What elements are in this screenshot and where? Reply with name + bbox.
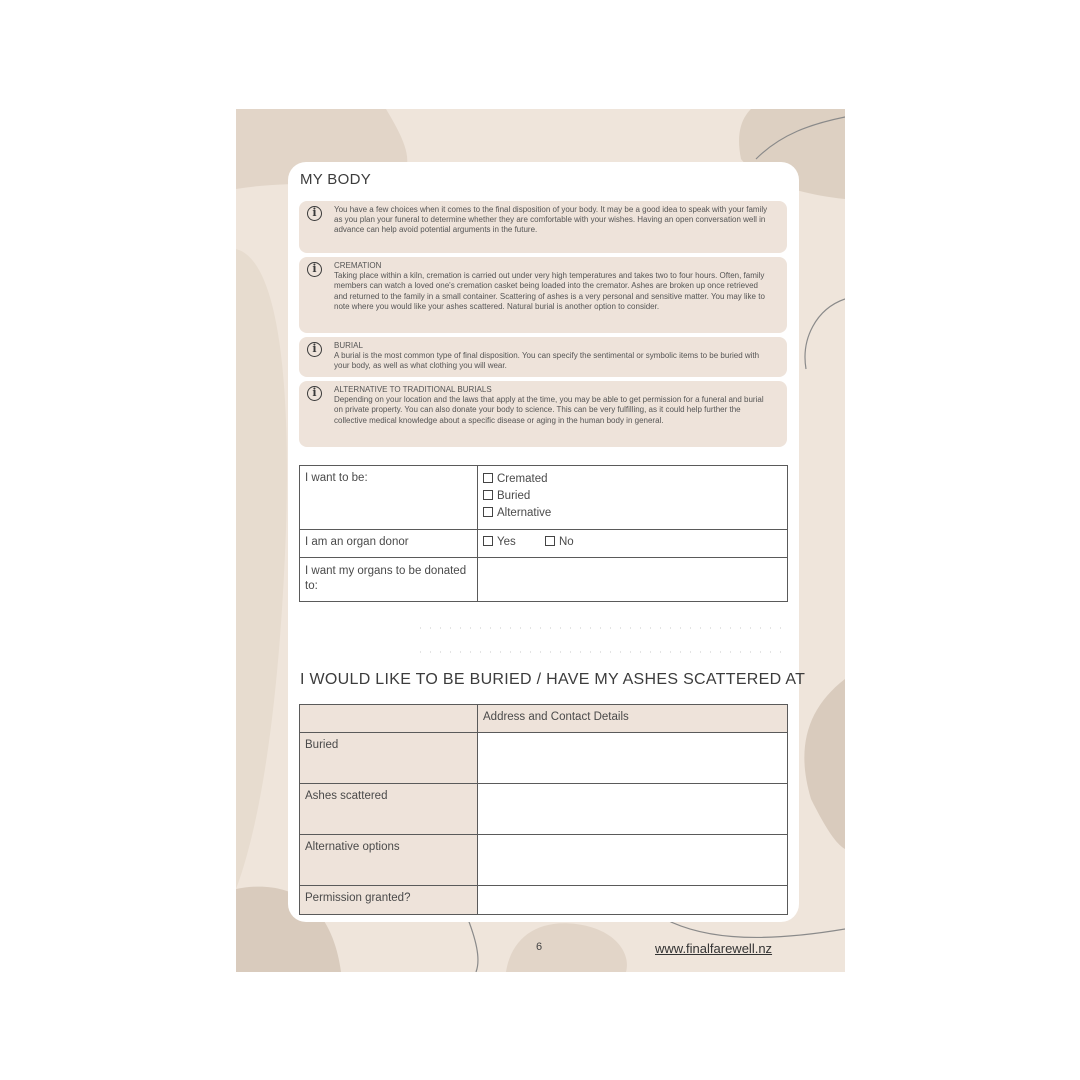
option-label: Cremated xyxy=(497,473,548,485)
disposition-table xyxy=(299,465,788,602)
option-cremated[interactable] xyxy=(483,471,782,488)
page-number: 6 xyxy=(536,941,543,953)
option-alternative[interactable] xyxy=(483,505,782,522)
option-no[interactable] xyxy=(545,536,574,548)
option-label: No xyxy=(558,536,574,548)
table-row xyxy=(300,466,788,530)
option-label: Buried xyxy=(497,490,531,502)
info-box-cremation xyxy=(299,257,787,333)
donor-options-cell xyxy=(478,530,788,558)
info-text: A burial is the most common type of final disposition. You can specify the sentimental or symbolic items to be buried with your body, as well as what clothing you will wear. xyxy=(334,351,760,371)
donor-label: I am an organ donor xyxy=(300,530,478,558)
header-address: Address and Contact Details xyxy=(478,705,788,733)
option-label: Yes xyxy=(497,536,516,548)
want-options-cell xyxy=(478,466,788,530)
header-empty-cell xyxy=(300,705,478,733)
info-heading: CREMATION xyxy=(334,261,382,270)
table-row xyxy=(300,886,788,915)
info-text: Depending on your location and the laws that apply at the time, you may be able to get permission for a funeral and burial on private property. You can also donate your body to science. This can be very fulfilling, as it could help further the collective medical knowledge about a specific disease or aging in the human body in general. xyxy=(334,395,764,425)
info-box-alternative xyxy=(299,381,787,447)
info-box-intro xyxy=(299,201,787,253)
info-box-burial xyxy=(299,337,787,377)
info-heading: BURIAL xyxy=(334,341,363,350)
checkbox[interactable] xyxy=(483,490,493,500)
option-buried[interactable] xyxy=(483,488,782,505)
website-link[interactable]: www.finalfarewell.nz xyxy=(655,941,773,956)
checkbox[interactable] xyxy=(483,473,493,483)
row-label-permission: Permission granted? xyxy=(300,886,478,915)
input-cell-alternative[interactable] xyxy=(478,835,788,886)
info-icon: i xyxy=(307,386,322,401)
input-cell-ashes[interactable] xyxy=(478,784,788,835)
input-cell-buried[interactable] xyxy=(478,733,788,784)
table-row xyxy=(300,558,788,602)
table-row xyxy=(300,835,788,886)
input-cell-permission[interactable] xyxy=(478,886,788,915)
organs-input-cell[interactable] xyxy=(478,558,788,602)
table-row xyxy=(300,784,788,835)
row-label-alternative: Alternative options xyxy=(300,835,478,886)
checkbox[interactable] xyxy=(483,507,493,517)
row-label-ashes: Ashes scattered xyxy=(300,784,478,835)
info-icon: i xyxy=(307,206,322,221)
info-icon: i xyxy=(307,262,322,277)
want-label: I want to be: xyxy=(300,466,478,530)
table-header-row xyxy=(300,705,788,733)
checkbox[interactable] xyxy=(483,536,493,546)
organs-label: I want my organs to be donated to: xyxy=(300,558,478,602)
table-row xyxy=(300,530,788,558)
option-label: Alternative xyxy=(497,507,552,519)
checkbox[interactable] xyxy=(545,536,555,546)
info-icon: i xyxy=(307,342,322,357)
info-text: Taking place within a kiln, cremation is carried out under very high temperatures and takes two to four hours. Often, family members can watch a loved one's cremation casket being loaded into the cremator. Ashes are broken up once retrieved and returned to the family in a small container. Scattering of ashes is a very personal and sensitive matter. You may like to note where you would like your ashes scattered. Natural burial is another option to consider. xyxy=(334,271,765,311)
info-text: You have a few choices when it comes to the final disposition of your body. It may be a good idea to speak with your family as you plan your funeral to determine whether they are comfortable with your wishes. Having an open conversation well in advance can help avoid potential arguments in the future. xyxy=(334,205,768,235)
section-title: MY BODY xyxy=(300,171,372,188)
row-label-buried: Buried xyxy=(300,733,478,784)
table-row xyxy=(300,733,788,784)
option-yes[interactable] xyxy=(483,536,516,548)
section2-title: I WOULD LIKE TO BE BURIED / HAVE MY ASHES SCATTERED AT xyxy=(300,671,806,688)
info-heading: ALTERNATIVE TO TRADITIONAL BURIALS xyxy=(334,385,492,394)
faint-dotted-line xyxy=(420,626,790,630)
faint-dotted-line xyxy=(420,650,790,654)
location-table xyxy=(299,704,788,915)
